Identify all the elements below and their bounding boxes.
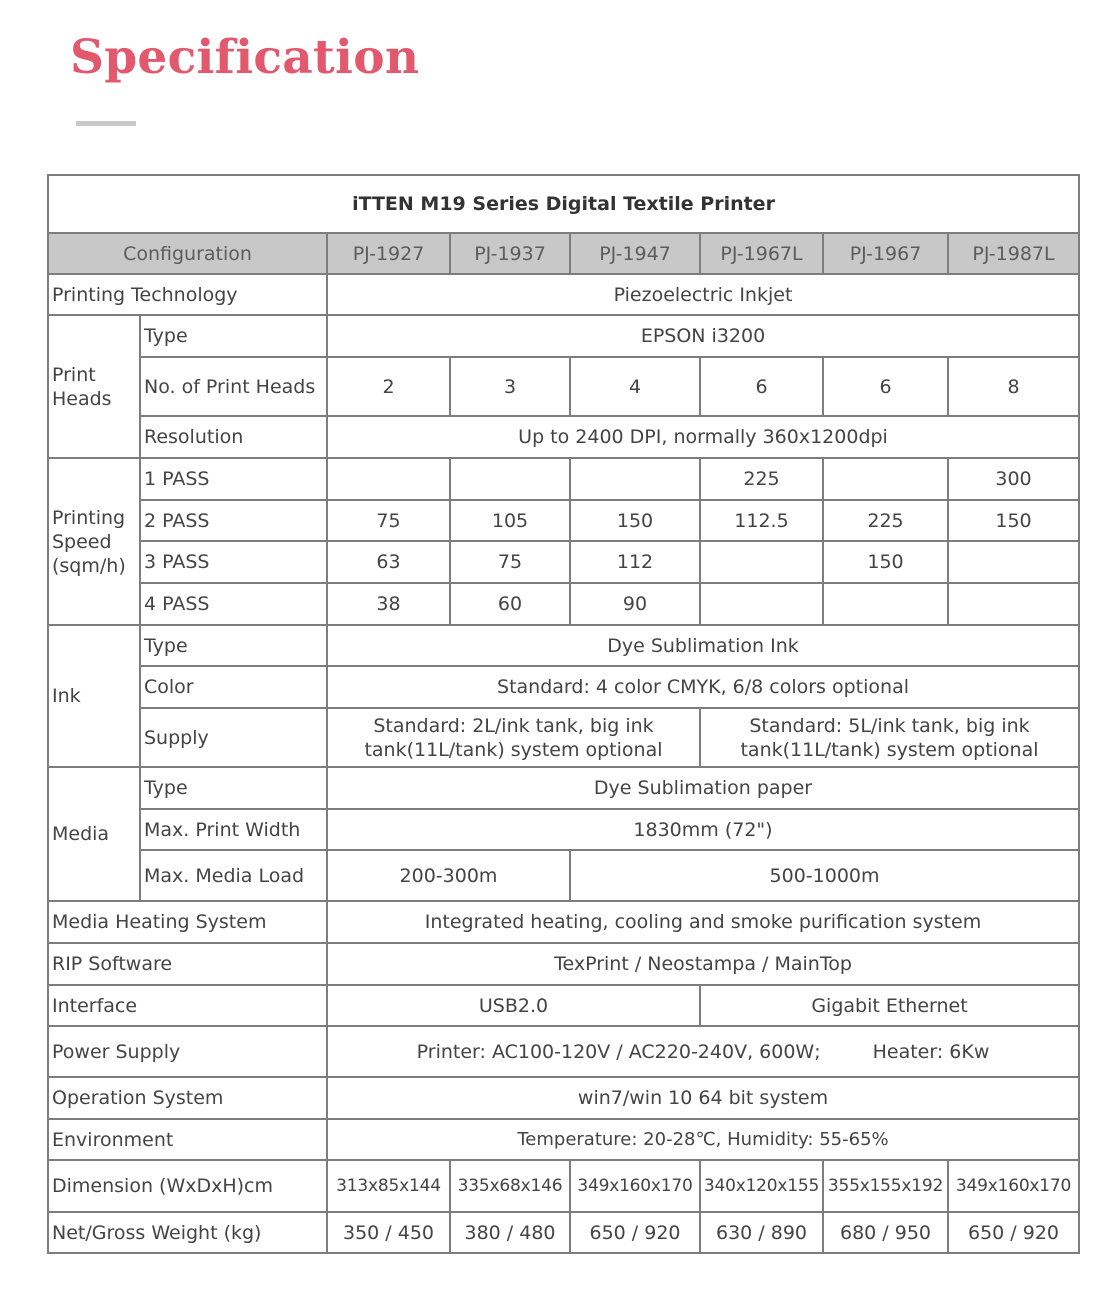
table-row [48, 767, 1079, 809]
cell-value: 680 / 950 [823, 1212, 948, 1253]
cell-value [948, 583, 1079, 625]
cell-value [327, 1026, 1079, 1077]
cell-value: 90 [570, 583, 700, 625]
cell-value: Integrated heating, cooling and smoke purification system [327, 901, 1079, 943]
cell-value: 380 / 480 [450, 1212, 570, 1253]
group-label: Ink [48, 625, 140, 767]
cell-value: 4 [570, 357, 700, 416]
row-label: Environment [48, 1119, 327, 1160]
table-row [48, 416, 1079, 458]
table-row [48, 583, 1079, 625]
group-label: Print Heads [48, 315, 140, 458]
cell-value [700, 541, 823, 583]
row-label: Power Supply [48, 1026, 327, 1077]
page-title: Specification [70, 30, 420, 85]
cell-value: TexPrint / Neostampa / MainTop [327, 943, 1079, 985]
cell-value: 630 / 890 [700, 1212, 823, 1253]
model-header: PJ-1937 [450, 233, 570, 274]
cell-value: 200-300m [327, 850, 570, 901]
row-label: 4 PASS [140, 583, 327, 625]
power-printer: Printer: AC100-120V / AC220-240V, 600W; [416, 1040, 821, 1063]
cell-value: Piezoelectric Inkjet [327, 274, 1079, 315]
cell-value: 225 [823, 500, 948, 541]
cell-value: 105 [450, 500, 570, 541]
row-label: Max. Print Width [140, 809, 327, 850]
cell-value: 650 / 920 [948, 1212, 1079, 1253]
row-label: RIP Software [48, 943, 327, 985]
row-label: Color [140, 666, 327, 708]
row-label: Max. Media Load [140, 850, 327, 901]
cell-value: 340x120x155 [700, 1160, 823, 1212]
row-label: Operation System [48, 1077, 327, 1119]
cell-value: USB2.0 [327, 985, 700, 1026]
cell-value: 313x85x144 [327, 1160, 450, 1212]
cell-value [450, 458, 570, 500]
cell-value: 63 [327, 541, 450, 583]
cell-value: 1830mm (72") [327, 809, 1079, 850]
configuration-label: Configuration [48, 233, 327, 274]
cell-value: 355x155x192 [823, 1160, 948, 1212]
table-row [48, 315, 1079, 357]
table-title: iTTEN M19 Series Digital Textile Printer [48, 175, 1079, 233]
row-label: Media Heating System [48, 901, 327, 943]
table-row [48, 809, 1079, 850]
row-label: 2 PASS [140, 500, 327, 541]
row-label: No. of Print Heads [140, 357, 327, 416]
power-heater: Heater: 6Kw [872, 1040, 990, 1063]
table-title-row [48, 175, 1079, 233]
cell-value: 2 [327, 357, 450, 416]
title-underline [76, 121, 136, 126]
table-row [48, 541, 1079, 583]
row-label: Type [140, 767, 327, 809]
cell-value: 3 [450, 357, 570, 416]
model-header: PJ-1987L [948, 233, 1079, 274]
table-row [48, 1212, 1079, 1253]
table-row [48, 985, 1079, 1026]
cell-value: Dye Sublimation Ink [327, 625, 1079, 666]
cell-value [948, 541, 1079, 583]
model-header: PJ-1947 [570, 233, 700, 274]
cell-value: 500-1000m [570, 850, 1079, 901]
table-row [48, 708, 1079, 767]
model-header: PJ-1967L [700, 233, 823, 274]
table-row [48, 943, 1079, 985]
cell-value: 150 [948, 500, 1079, 541]
cell-value: 6 [700, 357, 823, 416]
cell-value: 60 [450, 583, 570, 625]
model-header: PJ-1927 [327, 233, 450, 274]
row-label: Resolution [140, 416, 327, 458]
configuration-row [48, 233, 1079, 274]
cell-value: Temperature: 20-28℃, Humidity: 55-65% [327, 1119, 1079, 1160]
cell-value: 6 [823, 357, 948, 416]
table-row [48, 1160, 1079, 1212]
cell-value: Standard: 5L/ink tank, big ink tank(11L/tank) system optional [700, 708, 1079, 767]
group-label: Media [48, 767, 140, 901]
table-row [48, 1077, 1079, 1119]
cell-value: 112.5 [700, 500, 823, 541]
table-row [48, 500, 1079, 541]
cell-value: 349x160x170 [948, 1160, 1079, 1212]
cell-value [823, 583, 948, 625]
cell-value: EPSON i3200 [327, 315, 1079, 357]
cell-value: Dye Sublimation paper [327, 767, 1079, 809]
table-row [48, 666, 1079, 708]
cell-value: 300 [948, 458, 1079, 500]
cell-value: 349x160x170 [570, 1160, 700, 1212]
table-row [48, 901, 1079, 943]
spec-table [47, 174, 1080, 1254]
cell-value: 112 [570, 541, 700, 583]
row-label: Dimension (WxDxH)cm [48, 1160, 327, 1212]
cell-value: win7/win 10 64 bit system [327, 1077, 1079, 1119]
table-row [48, 1026, 1079, 1077]
cell-value [327, 458, 450, 500]
cell-value: 350 / 450 [327, 1212, 450, 1253]
model-header: PJ-1967 [823, 233, 948, 274]
cell-value: Standard: 2L/ink tank, big ink tank(11L/tank) system optional [327, 708, 700, 767]
row-label: Net/Gross Weight (kg) [48, 1212, 327, 1253]
cell-value: 225 [700, 458, 823, 500]
row-label: 1 PASS [140, 458, 327, 500]
row-label: Interface [48, 985, 327, 1026]
cell-value: 75 [327, 500, 450, 541]
cell-value: 150 [823, 541, 948, 583]
cell-value: Up to 2400 DPI, normally 360x1200dpi [327, 416, 1079, 458]
table-row [48, 850, 1079, 901]
cell-value [700, 583, 823, 625]
row-label: Type [140, 315, 327, 357]
table-row [48, 1119, 1079, 1160]
row-label: Type [140, 625, 327, 666]
cell-value: 38 [327, 583, 450, 625]
table-row [48, 458, 1079, 500]
group-label: Printing Speed (sqm/h) [48, 458, 140, 625]
cell-value: 150 [570, 500, 700, 541]
cell-value: 8 [948, 357, 1079, 416]
row-label: Supply [140, 708, 327, 767]
cell-value: 650 / 920 [570, 1212, 700, 1253]
table-row [48, 357, 1079, 416]
cell-value: 75 [450, 541, 570, 583]
cell-value [570, 458, 700, 500]
row-label: 3 PASS [140, 541, 327, 583]
cell-value: Gigabit Ethernet [700, 985, 1079, 1026]
table-row [48, 274, 1079, 315]
cell-value: 335x68x146 [450, 1160, 570, 1212]
row-label: Printing Technology [48, 274, 327, 315]
cell-value: Standard: 4 color CMYK, 6/8 colors optional [327, 666, 1079, 708]
table-row [48, 625, 1079, 666]
cell-value [823, 458, 948, 500]
